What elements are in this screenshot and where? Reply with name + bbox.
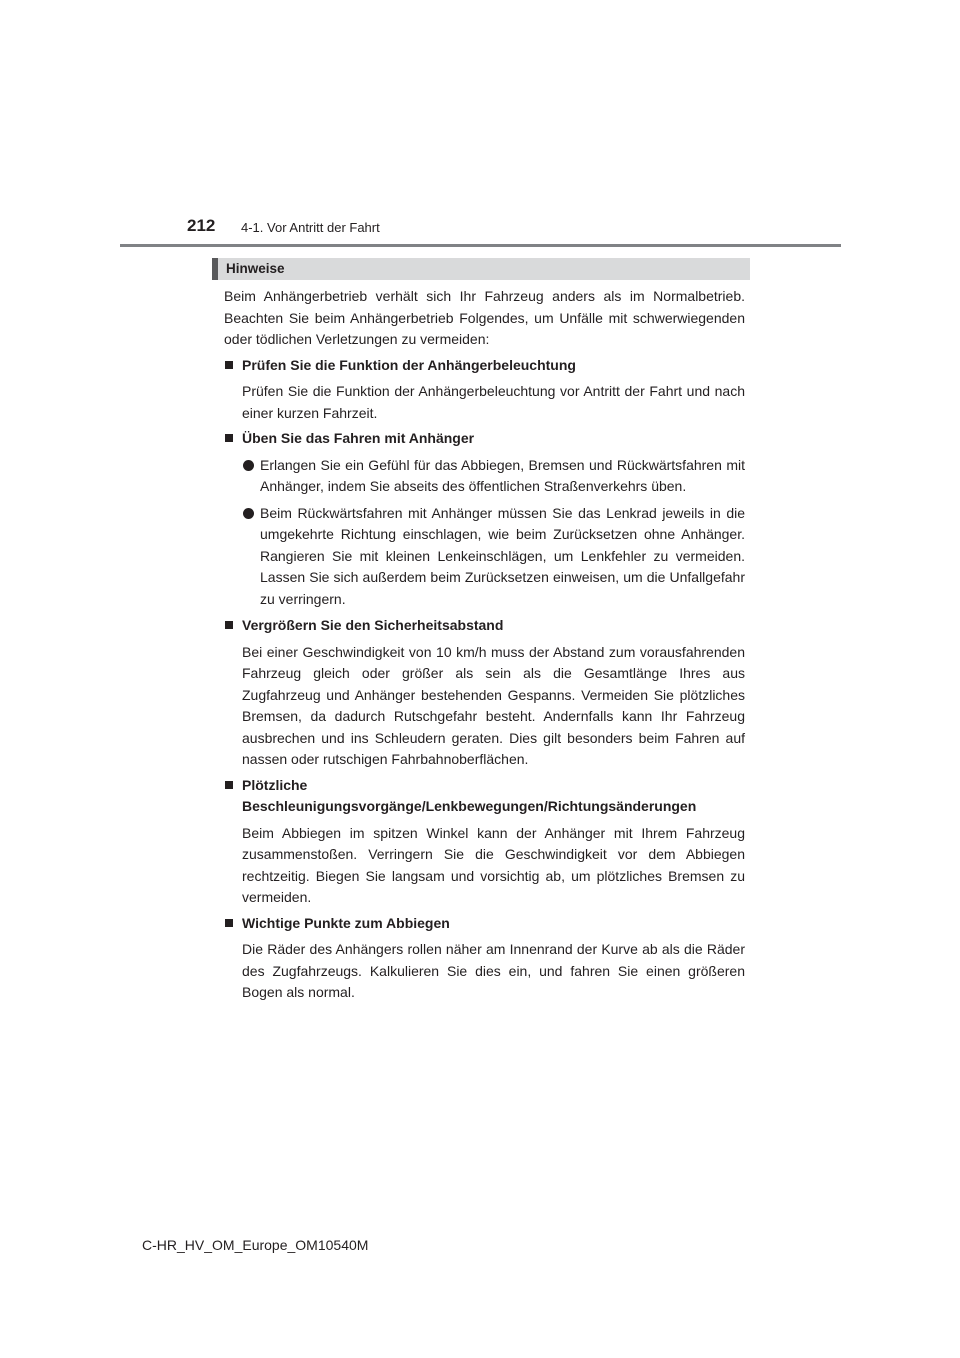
square-bullet-icon	[225, 919, 233, 927]
square-bullet-icon	[225, 621, 233, 629]
note-title: Hinweise	[226, 261, 285, 276]
section-body: Die Räder des Anhängers rollen näher am Innenrand der Kurve ab als die Räder des Zugfahrzeugs. Kalkulieren Sie dies ein, und fahren Sie einen größeren Bogen als normal.	[242, 941, 745, 1000]
section-body: Bei einer Geschwindigkeit von 10 km/h muss der Abstand zum vorausfahrenden Fahrzeug gleich oder größer als sein als die Gesamtlänge Ihres aus Zugfahrzeug und Anhänger bestehenden Gespanns. Vermeiden Sie plötzliches Bremsen, da dadurch Rutschgefahr besteht. Andernfalls kann Ihr Fahrzeug ausbrechen und ins Schleudern geraten. Dies gilt besonders beim Fahren auf nassen oder rutschigen Fahrbahnoberflächen.	[242, 643, 745, 767]
section-heading	[224, 775, 745, 818]
bullet-item	[242, 503, 745, 611]
section-heading-text: Üben Sie das Fahren mit Anhänger	[242, 430, 475, 446]
header-rule	[120, 244, 841, 247]
section-heading-text: Wichtige Punkte zum Abbiegen	[242, 914, 450, 931]
note-title-bar	[212, 258, 750, 280]
footer-doc-id: C-HR_HV_OM_Europe_OM10540M	[142, 1237, 369, 1253]
bullet-text: Erlangen Sie ein Gefühl für das Abbiegen, Bremsen und Rückwärtsfahren mit Anhänger, indem Sie abseits des öffentlichen Straßenverkehrs üben.	[260, 456, 745, 494]
section-heading	[224, 355, 745, 377]
page-number: 212	[187, 216, 216, 235]
section-body: Prüfen Sie die Funktion der Anhängerbeleuchtung vor Antritt der Fahrt und nach einer kurzen Fahrzeit.	[242, 383, 745, 421]
note-intro: Beim Anhängerbetrieb verhält sich Ihr Fahrzeug anders als im Normalbetrieb. Beachten Sie beim Anhängerbetrieb Folgendes, um Unfälle mit schwerwiegenden oder tödlichen Verletzungen zu vermeiden:	[224, 288, 745, 347]
section-body: Beim Abbiegen im spitzen Winkel kann der Anhänger mit Ihrem Fahrzeug zusammenstoßen. Verringern Sie die Geschwindigkeit vor dem Abbiegen rechtzeitig. Biegen Sie langsam und vorsichtig ab, um plötzliches Bremsen zu vermeiden.	[242, 824, 745, 905]
note-content	[224, 286, 745, 1004]
section-heading	[224, 428, 745, 450]
square-bullet-icon	[225, 361, 233, 369]
section-heading-text: Vergrößern Sie den Sicherheitsabstand	[242, 617, 504, 633]
bullet-text: Beim Rückwärtsfahren mit Anhänger müssen Sie das Lenkrad jeweils in die umgekehrte Richtung einschlagen, wie beim Zurücksetzen ohne Anhänger. Rangieren Sie mit kleinen Lenkeinschlägen, um Lenkfehler zu vermeiden. Lassen Sie sich außerdem beim Zurücksetzen einweisen, um die Unfallgefahr zu verringern.	[260, 504, 745, 607]
round-bullet-icon	[243, 460, 254, 471]
square-bullet-icon	[225, 434, 233, 442]
note-section-3	[224, 615, 745, 771]
note-section-5	[224, 913, 745, 1004]
note-section-2	[224, 428, 745, 610]
section-heading	[224, 913, 745, 935]
square-bullet-icon	[225, 781, 233, 789]
note-bar-accent	[212, 258, 218, 280]
bullet-list	[224, 455, 745, 611]
section-title: 4-1. Vor Antritt der Fahrt	[241, 220, 380, 235]
round-bullet-icon	[243, 508, 254, 519]
section-heading-text: Plötzliche Beschleunigungsvorgänge/Lenkbewegungen/Richtungsänderungen	[242, 776, 697, 814]
note-section-1	[224, 355, 745, 425]
note-section-4	[224, 775, 745, 909]
section-heading-text: Prüfen Sie die Funktion der Anhängerbeleuchtung	[242, 356, 576, 373]
section-heading	[224, 615, 745, 637]
bullet-item	[242, 455, 745, 498]
